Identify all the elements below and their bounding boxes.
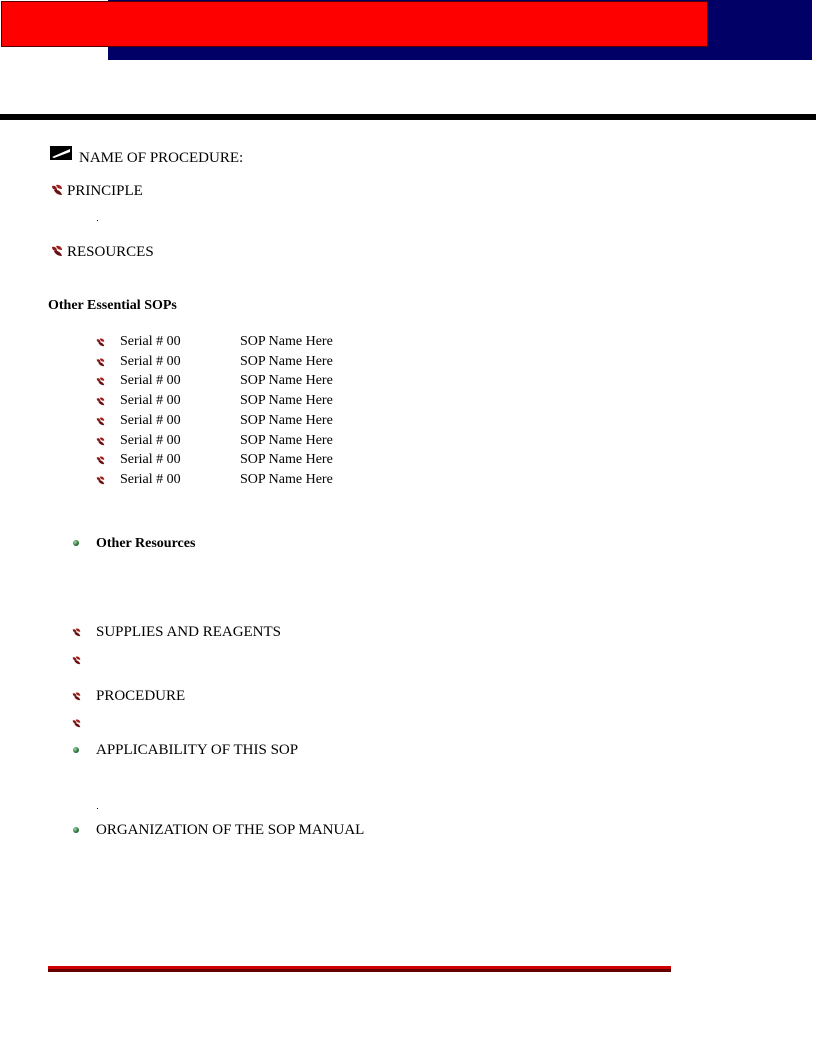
sop-name: SOP Name Here [240, 413, 333, 428]
sop-serial: Serial # 00 [120, 354, 181, 369]
name-of-procedure-heading: NAME OF PROCEDURE: [79, 150, 244, 166]
sop-name: SOP Name Here [240, 354, 333, 369]
other-sops-heading: Other Essential SOPs [48, 298, 177, 313]
green-dot-bullet-icon [73, 747, 79, 753]
header-rule [0, 114, 816, 120]
small-leaf-bullet-icon [96, 417, 105, 426]
sop-serial: Serial # 00 [120, 393, 181, 408]
small-leaf-bullet-icon [96, 377, 105, 386]
placeholder-mark [97, 808, 98, 809]
small-leaf-bullet-icon [96, 476, 105, 485]
sop-serial: Serial # 00 [120, 472, 181, 487]
footer-rule-shadow [48, 969, 671, 972]
header-banner-red [1, 1, 708, 47]
sop-serial: Serial # 00 [120, 433, 181, 448]
green-dot-bullet-icon [73, 827, 79, 833]
placeholder-mark [97, 220, 98, 221]
sop-serial: Serial # 00 [120, 452, 181, 467]
supplies-heading: SUPPLIES AND REAGENTS [96, 624, 282, 640]
leaf-bullet-icon [51, 184, 63, 196]
other-resources-heading: Other Resources [96, 536, 196, 551]
sop-name: SOP Name Here [240, 393, 333, 408]
small-leaf-bullet-icon [96, 358, 105, 367]
sop-name: SOP Name Here [240, 452, 333, 467]
pen-stroke-icon [50, 146, 72, 160]
small-leaf-bullet-icon [72, 692, 81, 701]
sop-name: SOP Name Here [240, 433, 333, 448]
sop-name: SOP Name Here [240, 472, 333, 487]
small-leaf-bullet-icon [72, 719, 81, 728]
resources-heading: RESOURCES [67, 244, 154, 260]
small-leaf-bullet-icon [96, 397, 105, 406]
organization-heading: ORGANIZATION OF THE SOP MANUAL [96, 822, 365, 838]
leaf-bullet-icon [51, 245, 63, 257]
small-leaf-bullet-icon [96, 456, 105, 465]
sop-name: SOP Name Here [240, 334, 333, 349]
principle-heading: PRINCIPLE [67, 183, 143, 199]
sop-serial: Serial # 00 [120, 413, 181, 428]
small-leaf-bullet-icon [72, 628, 81, 637]
procedure-heading: PROCEDURE [96, 688, 186, 704]
sop-serial: Serial # 00 [120, 334, 181, 349]
applicability-heading: APPLICABILITY OF THIS SOP [96, 742, 299, 758]
sop-name: SOP Name Here [240, 373, 333, 388]
header-banner-notch [0, 47, 108, 60]
small-leaf-bullet-icon [96, 338, 105, 347]
small-leaf-bullet-icon [72, 656, 81, 665]
sop-serial: Serial # 00 [120, 373, 181, 388]
green-dot-bullet-icon [73, 540, 79, 546]
small-leaf-bullet-icon [96, 437, 105, 446]
